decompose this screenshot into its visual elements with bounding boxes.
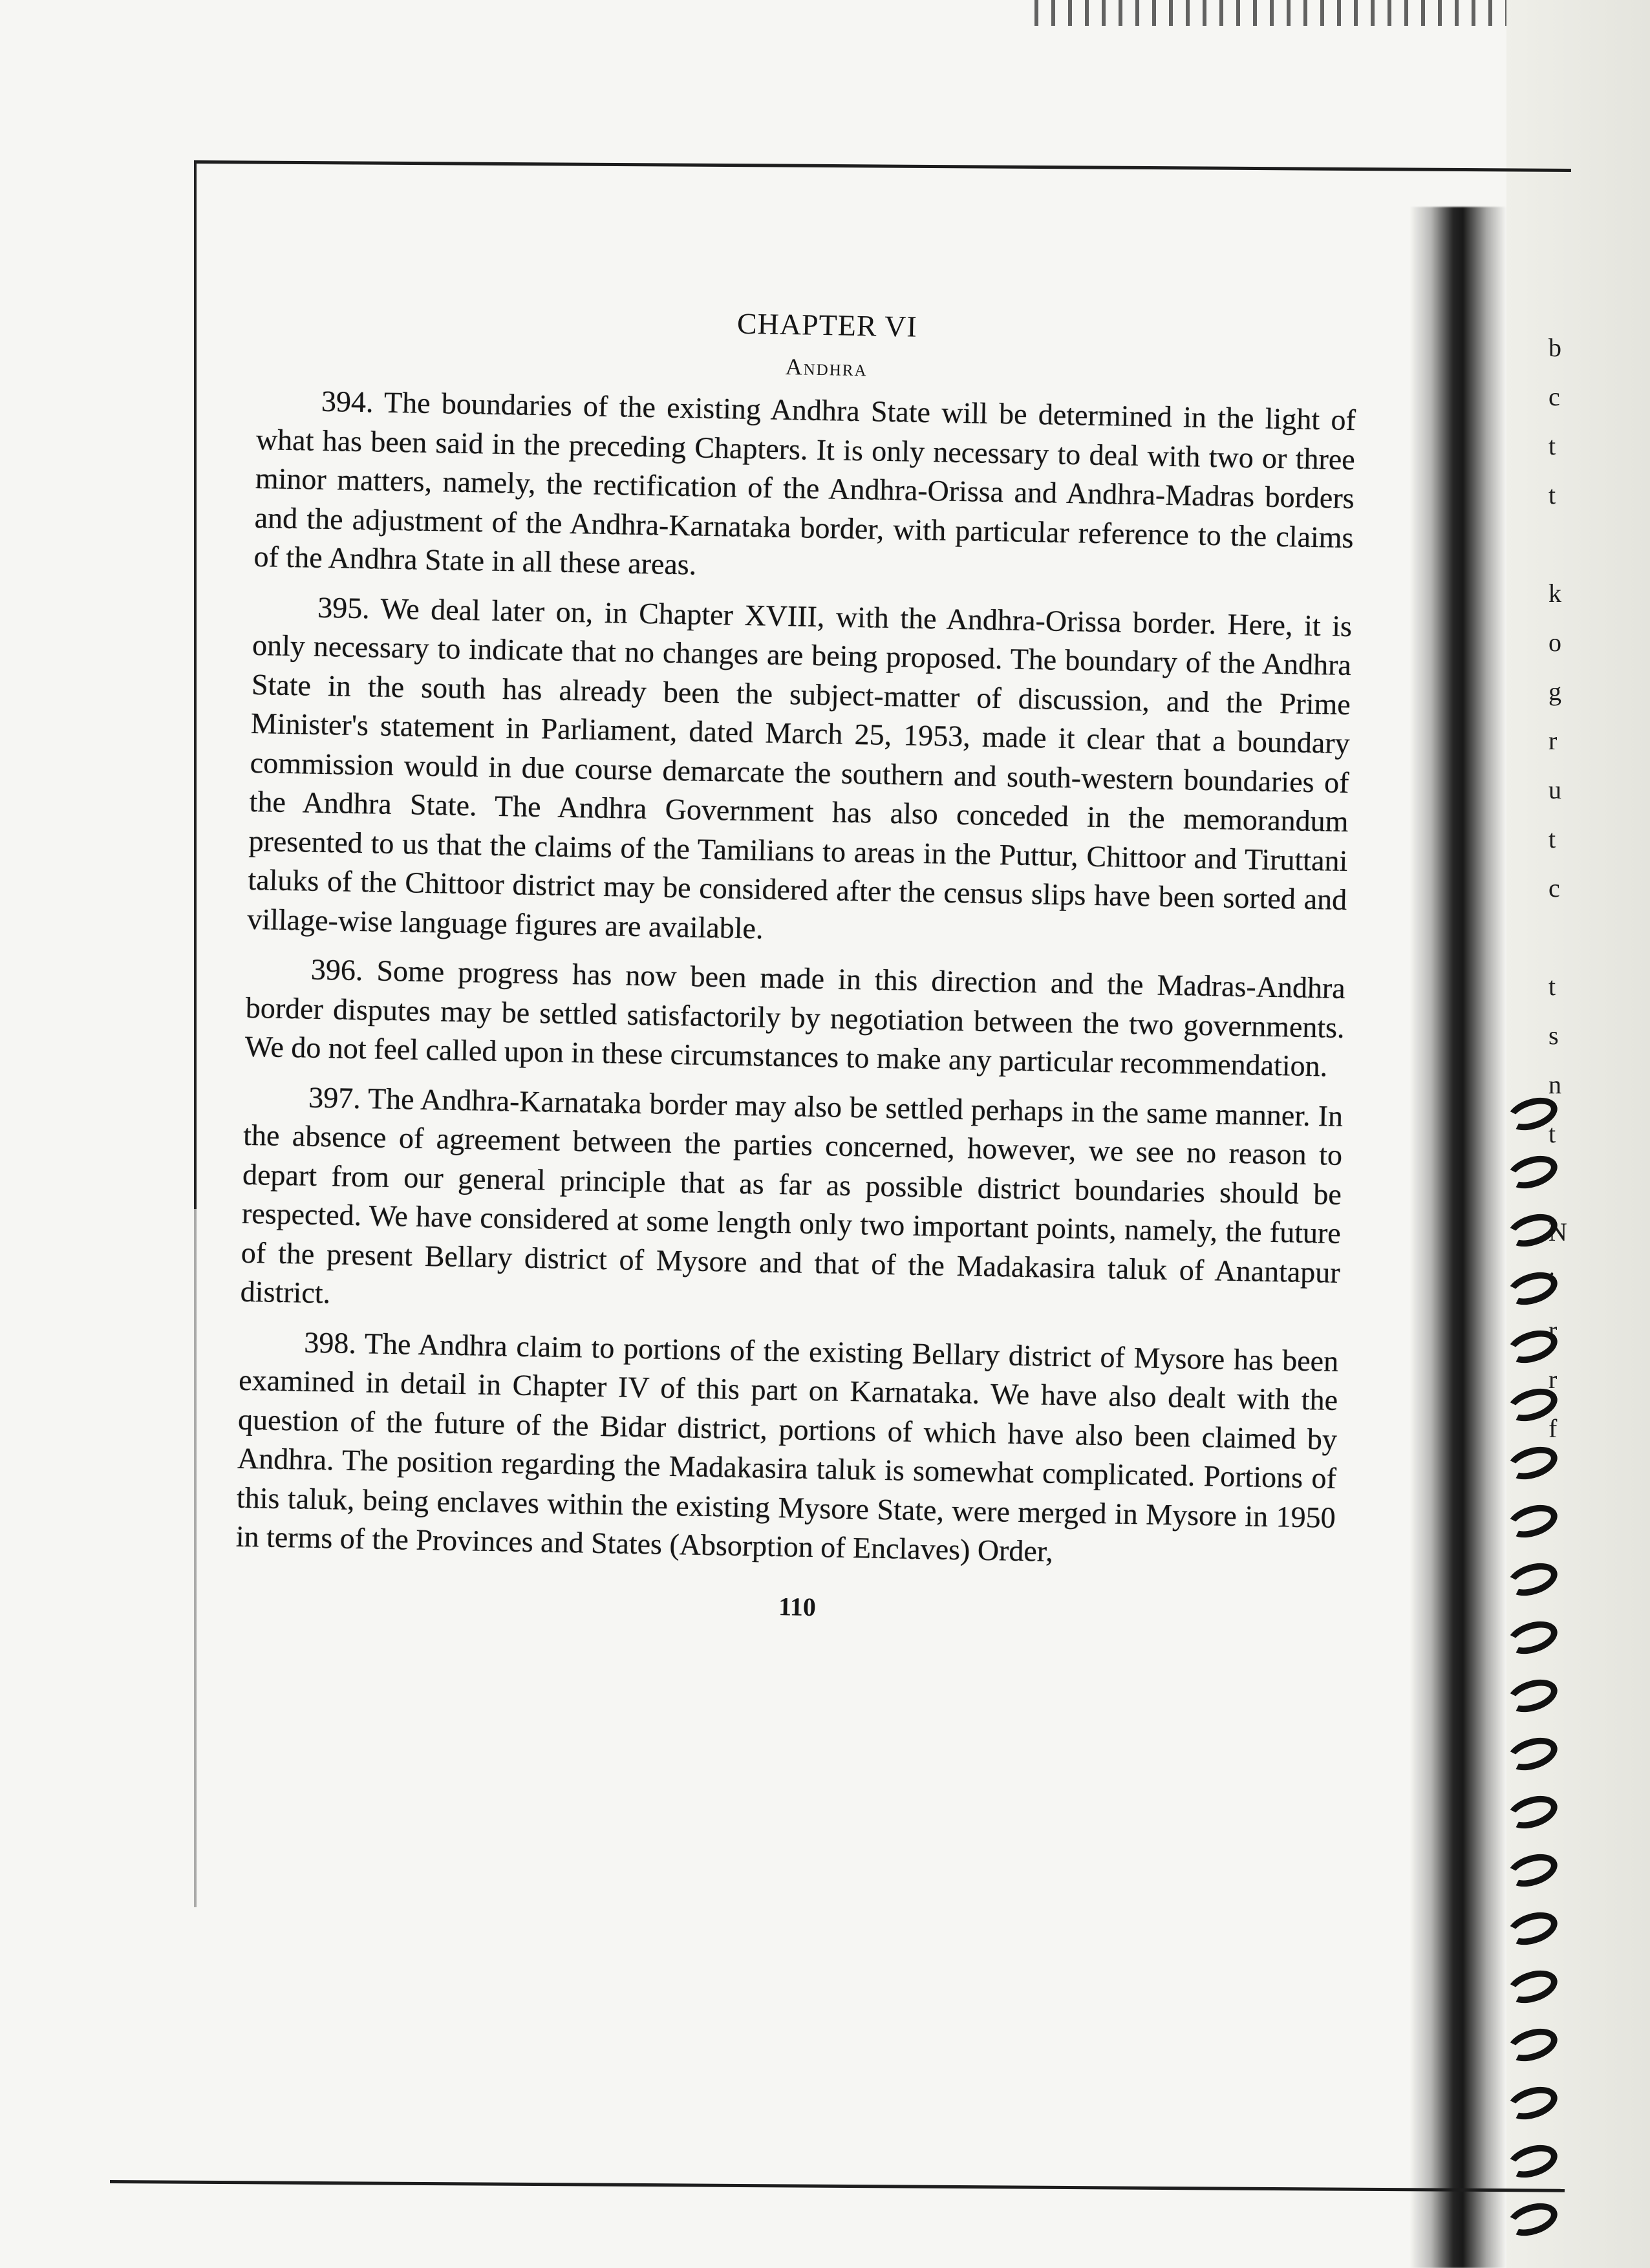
page-number: 110 bbox=[778, 1591, 817, 1621]
page-frame-bottom bbox=[110, 2180, 1565, 2192]
paragraph-398: 398. The Andhra claim to portions of the existing Bellary district of Mysore has been examined in detail in Chapter IV of this part on Karnataka. We have also dealt with the question of the future of the Bidar district, portions of which have also been claimed by Andhra. The position regarding the Madakasira taluk is somewhat complicated. Portions of this taluk, being enclaves within the existing Mysore State, were merged in Mysore in 1950 in terms of the Provinces and States (Absorption of Enclaves) Order, bbox=[235, 1325, 1339, 1568]
paragraph-395: 395. We deal later on, in Chapter XVIII, with the Andhra-Orissa border. Here, it is only necessary to indicate that no changes are being proposed. The boundary of the Andhra State in the south has already been the subject-matter of discussion, and the Prime Minister's statement in Parliament, dated March 25, 1953, made it clear that a boundary commission would in due course demarcate the southern and south-western boundaries of the Andhra State. The Andhra Government has also conceded in the memorandum presented to us that the claims of the Tamilians to areas in the Puttur, Chittoor and Tiruttani taluks of the Chittoor district may be considered after the census slips have been sorted and village-wise language figures are available. bbox=[246, 590, 1353, 945]
binding-shadow bbox=[1409, 207, 1506, 2268]
page-frame-top bbox=[194, 160, 1571, 172]
section-heading: Andhra bbox=[785, 353, 868, 381]
facing-page-fragments: b c t t k o g r u t c t s n t N i r r f bbox=[1548, 333, 1567, 1443]
chapter-heading: CHAPTER VI bbox=[736, 306, 918, 343]
paragraph-397: 397. The Andhra-Karnataka border may also be settled perhaps in the same manner. In the absence of agreement between the parties concerned, however, we see no reason to depart from our general principle that as far as possible district boundaries should be respected. We have considered at some length only two important points, namely, the future of the present Bellary district of Mysore and that of the Madakasira taluk of Anantapur district. bbox=[240, 1080, 1344, 1310]
paragraph-396: 396. Some progress has now been made in this direction and the Madras-Andhra border disputes may be settled satisfactorily by negotiation between the two governments. We do not feel called upon in these circumstances to make any particular recommendation. bbox=[244, 952, 1346, 1083]
page-content bbox=[235, 297, 1358, 1631]
page-frame-left bbox=[194, 162, 197, 1907]
paragraph-394: 394. The boundaries of the existing Andhra State will be determined in the light of what has been said in the preceding Chapters. It is only necessary to deal with two or three minor matters, namely, the rectification of the Andhra-Orissa and Andhra-Madras borders and the adjustment of the Andhra-Karnataka border, with particular reference to the claims of the Andhra State in all these areas. bbox=[253, 384, 1356, 581]
